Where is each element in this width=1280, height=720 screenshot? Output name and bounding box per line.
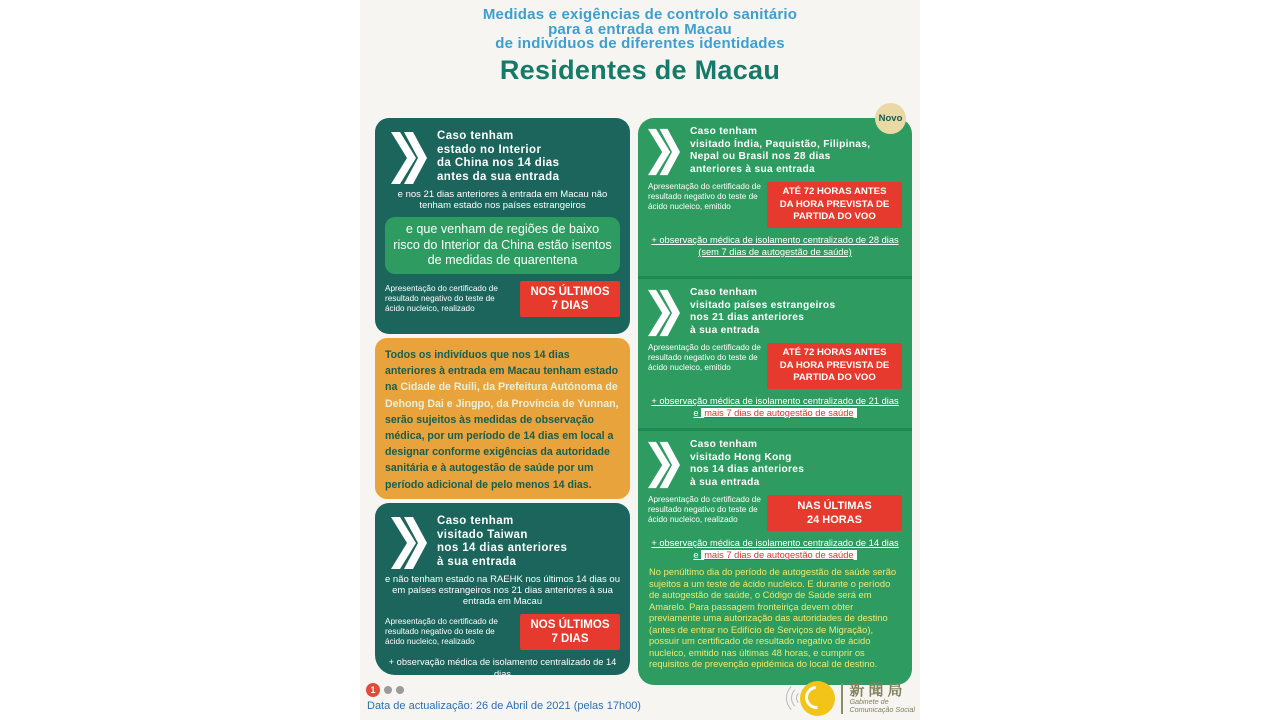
certificate-text: Apresentação do certificado de resultado negativo do teste de ácido nucleico, realizado: [648, 495, 761, 525]
badge-line: NOS ÚLTIMOS: [530, 285, 610, 298]
condition-subtext: e não tenham estado na RAEHK nos últimos 14 dias ou em países estrangeiros nos 21 dias anteriores à sua entrada em Macau: [384, 574, 620, 608]
observation-text: [648, 395, 902, 419]
certificate-text: Apresentação do certificado de resultado negativo do teste de ácido nucleico, emitido: [648, 343, 761, 373]
badge-line: ATÉ 72 HORAS ANTES: [782, 186, 887, 198]
card-title: [690, 287, 835, 337]
update-date: Data de actualização: 26 de Abril de 2021 (pelas 17h00): [367, 700, 641, 712]
badge-line: PARTIDA DO VOO: [793, 211, 876, 223]
certificate-row: [648, 495, 902, 531]
gcs-logo-icon: [800, 681, 835, 716]
badge-line: NAS ÚLTIMAS: [797, 500, 872, 513]
card-ruili-notice: [375, 338, 630, 499]
time-requirement-badge: [520, 614, 620, 650]
badge-line: 7 DIAS: [551, 633, 589, 646]
logo-chinese-name: 新聞局: [849, 681, 907, 699]
card-title: [690, 126, 870, 176]
condition-subtext: e nos 21 dias anteriores à entrada em Macau não tenham estado nos países estrangeiros: [397, 189, 608, 212]
page-indicator-dot[interactable]: [396, 686, 404, 694]
poster-header: [360, 8, 920, 85]
card-title: [437, 130, 559, 184]
title-line: Caso tenham: [690, 126, 758, 137]
badge-line: NOS ÚLTIMOS: [530, 619, 610, 632]
title-line: à sua entrada: [437, 555, 517, 568]
card-india-pakistan: [638, 118, 912, 276]
title-line: estado no Interior: [437, 143, 542, 156]
notice-location-text: Cidade de Ruili, da Prefeitura Autónoma de Dehong Dai e Jingpo, da Província de Yunnan,: [385, 381, 619, 410]
card-title: [690, 439, 804, 489]
title-line: Caso tenham: [437, 130, 514, 142]
badge-line: PARTIDA DO VOO: [793, 372, 876, 384]
certificate-row: [648, 343, 902, 389]
title-line: anteriores à sua entrada: [690, 163, 815, 175]
logo-portuguese-name: Comunicação Social: [849, 704, 915, 714]
badge-line: DA HORA PREVISTA DE: [779, 198, 890, 210]
double-chevron-icon: [648, 441, 680, 489]
title-line: Caso tenham: [690, 439, 758, 450]
badge-line: 7 DIAS: [551, 299, 589, 312]
header-line: Medidas e exigências de controlo sanitário: [482, 6, 798, 23]
title-line: Nepal ou Brasil nos 28 dias: [690, 151, 831, 163]
observation-prefix: + observação médica de isolamento centralizado de 14 dias e: [651, 538, 899, 561]
certificate-row: [383, 281, 622, 317]
footnote-text: No penúltimo dia do período de autogestão de saúde serão sujeitos a um teste de ácido nucleico. E durante o período de autogestão de saúde, o Código de Saúde será em Amarelo. Para passagem fronteiriça devem obter previamente uma autorização das autoridades de destino (antes de entrar no Edifício de Serviços de Migração), possuir um certificado de resultado negativo de ácido nucleico, emitido nas últimas 48 horas, e cumprir os requisitos de prevenção epidémica do local de destino.: [649, 566, 897, 669]
logo-text: [841, 683, 915, 714]
badge-line: ATÉ 72 HORAS ANTES: [782, 347, 887, 359]
card-taiwan: [375, 503, 630, 680]
page-indicator-dot[interactable]: [384, 686, 392, 694]
certificate-text: Apresentação do certificado de resultado negativo do teste de ácido nucleico, realizado: [385, 283, 498, 313]
title-line: visitado Taiwan: [437, 528, 528, 541]
health-measures-poster: [360, 0, 920, 720]
time-requirement-badge: [767, 182, 902, 228]
title-line: nos 14 dias anteriores: [437, 542, 568, 555]
certificate-text: Apresentação do certificado de resultado negativo do teste de ácido nucleico, realizado: [385, 617, 498, 647]
logo-portuguese-name: Gabinete de: [849, 696, 889, 706]
card-header: [648, 126, 902, 176]
pagination: [366, 683, 404, 697]
title-line: à sua entrada: [690, 324, 760, 336]
badge-line: 24 HORAS: [806, 514, 863, 527]
card-hong-kong: [638, 428, 912, 560]
certificate-row: [648, 182, 902, 228]
card-title: [437, 515, 567, 569]
title-line: visitado Hong Kong: [690, 451, 792, 463]
title-line: Caso tenham: [437, 515, 514, 527]
self-management-highlight: mais 7 dias de autogestão de saúde: [701, 550, 856, 560]
gcs-logo: [786, 679, 915, 717]
title-line: à sua entrada: [690, 476, 760, 488]
logo-arcs-icon: [786, 680, 800, 716]
observation-text: + observação médica de isolamento centralizado de 14 dias: [388, 657, 617, 680]
header-line: de indivíduos de diferentes identidades: [495, 35, 785, 52]
self-management-highlight: mais 7 dias de autogestão de saúde: [701, 408, 856, 418]
right-column-card: [638, 113, 912, 685]
double-chevron-icon: [648, 128, 680, 176]
time-requirement-badge: [767, 495, 902, 531]
title-line: visitado Índia, Paquistão, Filipinas,: [690, 138, 871, 150]
card-header: [648, 287, 902, 337]
title-line: nos 21 dias anteriores: [690, 312, 805, 324]
notice-text: Todos os indivíduos que nos 14 dias anteriores à entrada em Macau tenham estado na: [385, 349, 619, 394]
observation-prefix: + observação médica de isolamento centralizado de 21 dias e: [651, 395, 899, 418]
certificate-row: [383, 614, 622, 650]
card-header: [648, 439, 902, 489]
novo-badge: Novo: [875, 103, 906, 134]
header-line: para a entrada em Macau: [548, 20, 732, 38]
card-foreign-countries: [638, 276, 912, 428]
double-chevron-icon: [391, 132, 427, 184]
title-line: nos 14 dias anteriores: [690, 464, 805, 476]
time-requirement-badge: [767, 343, 902, 389]
observation-text: [648, 537, 902, 561]
page-indicator-active[interactable]: 1: [366, 683, 380, 697]
title-line: Caso tenham: [690, 287, 758, 298]
exemption-highlight-box: e que venham de regiões de baixo risco do Interior da China estão isentos de medidas de quarentena: [385, 217, 620, 274]
page-title: Residentes de Macau: [499, 54, 781, 85]
double-chevron-icon: [391, 517, 427, 569]
title-line: da China nos 14 dias: [437, 157, 560, 170]
notice-text: serão sujeitos às medidas de observação médica, por um período de 14 dias em local a designar conforme exigências da autoridade sanitária e à autogestão de saúde por um período adicional de pelo menos 14 dias.: [385, 413, 614, 491]
left-column: [375, 118, 630, 680]
badge-line: DA HORA PREVISTA DE: [779, 359, 890, 371]
observation-text: + observação médica de isolamento centralizado de 28 dias (sem 7 dias de autogestão de saúde): [651, 234, 899, 257]
title-line: visitado países estrangeiros: [690, 299, 836, 311]
card-header: [383, 126, 622, 184]
card-interior-china: [375, 118, 630, 334]
title-line: antes da sua entrada: [437, 170, 560, 183]
certificate-text: Apresentação do certificado de resultado negativo do teste de ácido nucleico, emitido: [648, 182, 761, 212]
card-header: [383, 511, 622, 569]
time-requirement-badge: [520, 281, 620, 317]
double-chevron-icon: [648, 289, 680, 337]
